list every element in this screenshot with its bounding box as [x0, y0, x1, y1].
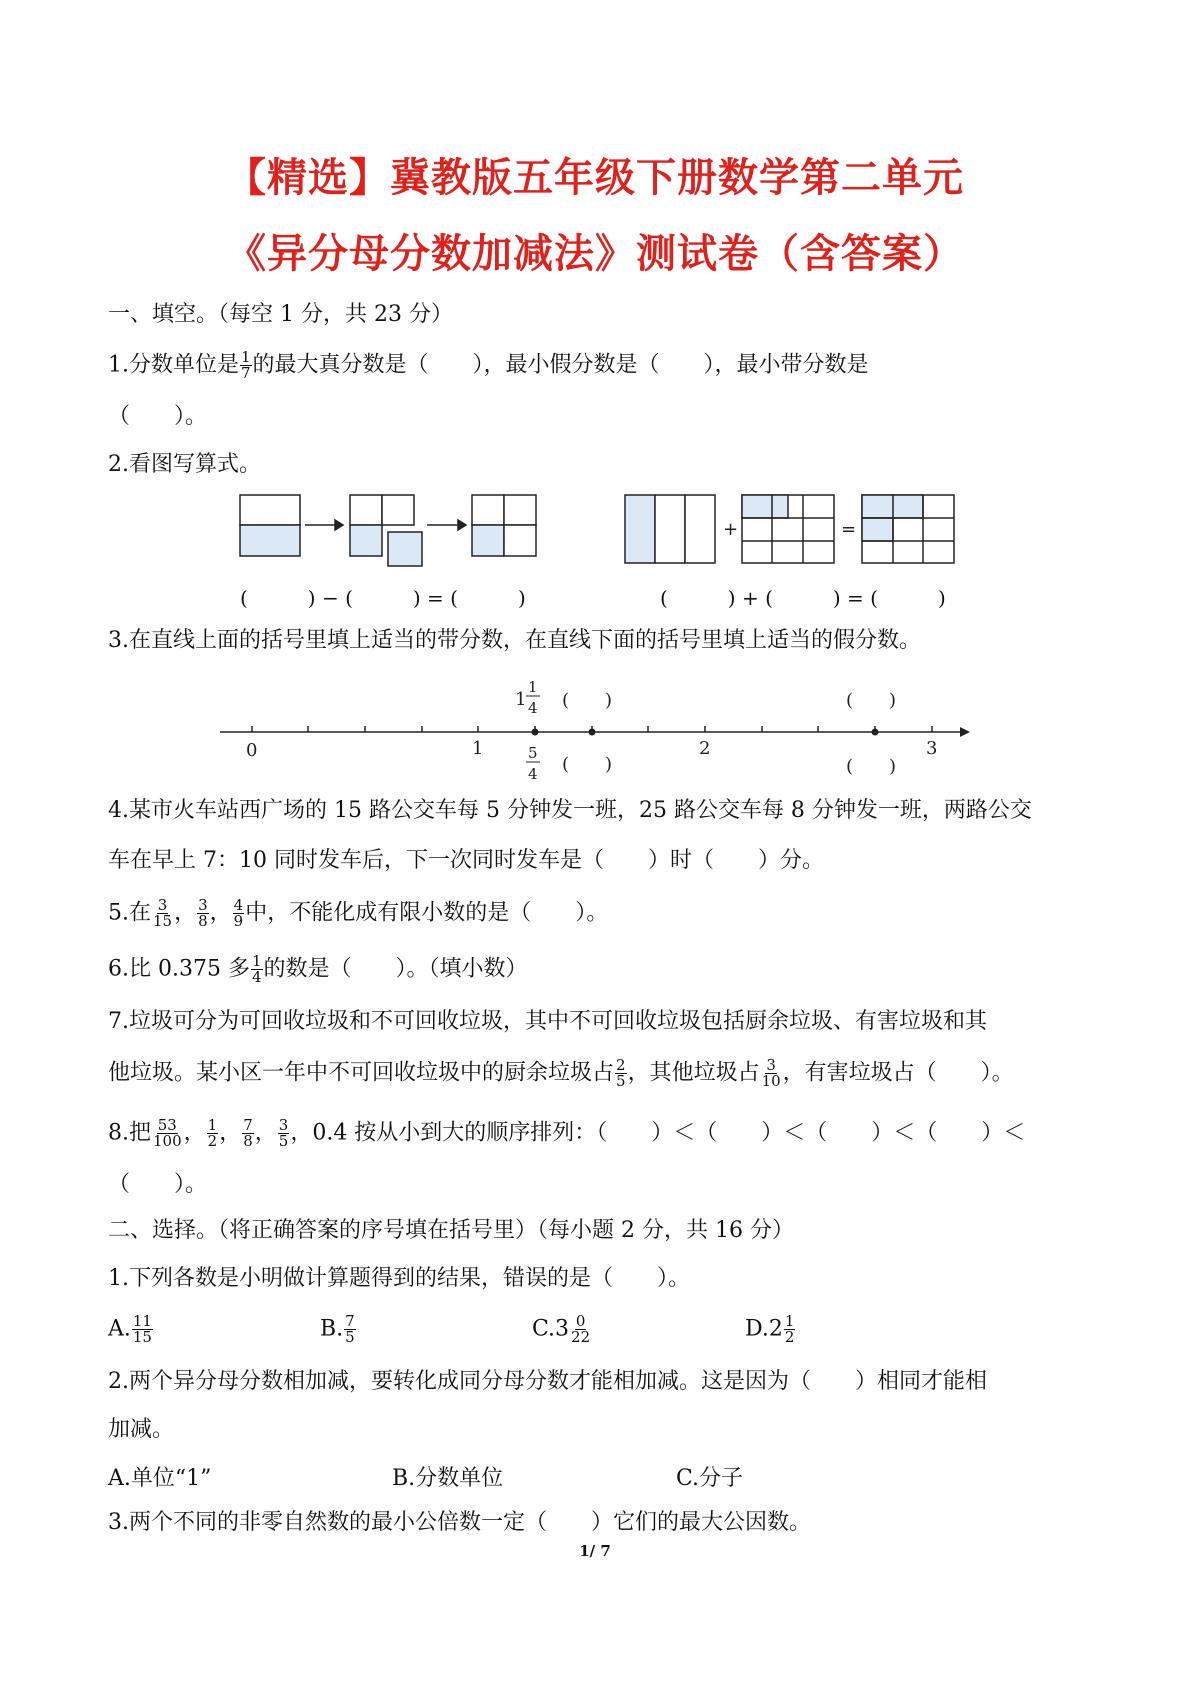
numerator: 7 — [345, 1312, 355, 1330]
tick-label-1: 1 — [472, 738, 484, 759]
fraction — [570, 1314, 591, 1345]
point-b — [589, 729, 596, 736]
point-a — [532, 729, 539, 736]
section2-heading: 二、选择。（将正确答案的序号填在括号里）（每小题 2 分，共 16 分） — [108, 1218, 794, 1243]
fraction — [784, 1314, 796, 1345]
numerator: 7 — [243, 1116, 253, 1134]
numerator: 1 — [251, 952, 262, 970]
mixed-num: 1 — [528, 678, 538, 696]
equals-sign: = — [841, 519, 857, 540]
q1-1 — [108, 350, 869, 381]
denominator: 9 — [233, 912, 244, 930]
numerator: 3 — [766, 1056, 776, 1074]
fraction — [761, 1058, 782, 1089]
denominator: 15 — [153, 912, 173, 930]
numerator: 3 — [198, 896, 208, 914]
fraction — [207, 1118, 219, 1149]
separator: ， — [219, 1120, 242, 1146]
fraction — [278, 1118, 290, 1149]
whole-part: 2 — [768, 1316, 783, 1342]
blank-below-1: ( ) — [562, 754, 613, 775]
q2-1-option-b[interactable] — [320, 1314, 357, 1345]
q2-right-expression: ( ) + ( ) = ( ) — [660, 586, 946, 610]
q2-1-option-c[interactable] — [532, 1314, 592, 1345]
q1-8-text-a: 8.把 — [108, 1120, 151, 1146]
denominator: 2 — [784, 1328, 795, 1346]
separator: ， — [209, 900, 232, 926]
numerator: 3 — [157, 896, 168, 914]
fraction — [344, 1314, 356, 1345]
numerator: 4 — [233, 896, 244, 914]
fraction — [152, 1118, 183, 1149]
denominator: 2 — [207, 1132, 218, 1150]
q1-5-text-b: 中，不能化成有限小数的是（ ）。 — [245, 900, 609, 926]
q1-4-line1: 4.某市火车站西广场的 15 路公交车每 5 分钟发一班，25 路公交车每 8 分钟发一班，两路公交 — [108, 798, 1032, 823]
improper-num: 5 — [528, 744, 538, 762]
q2-1-option-d[interactable] — [745, 1314, 796, 1345]
tick-label-2: 2 — [699, 738, 711, 759]
plus-sign: + — [723, 519, 739, 540]
q2-2-option-c[interactable]: C.分子 — [676, 1466, 744, 1491]
q2-left-expression: ( ) − ( ) = ( ) — [240, 586, 526, 610]
title-line-2: 《异分母分数加减法》测试卷（含答案） — [226, 230, 964, 277]
denominator: 100 — [153, 1132, 182, 1150]
q1-7-text-b: 他垃圾。某小区一年中不可回收垃圾中的厨余垃圾占 — [108, 1060, 615, 1086]
fraction — [251, 954, 263, 985]
right-figure — [625, 495, 954, 563]
mixed-whole: 1 — [515, 689, 527, 710]
q1-6-text-a: 6.比 0.375 多 — [108, 956, 250, 982]
option-label: D. — [745, 1316, 769, 1342]
q2-1: 1.下列各数是小明做计算题得到的结果，错误的是（ ）。 — [108, 1266, 690, 1291]
q1-2: 2.看图写算式。 — [108, 452, 261, 477]
tick-label-0: 0 — [246, 740, 258, 761]
denominator: 8 — [243, 1132, 253, 1150]
q2-2-line2: 加减。 — [108, 1417, 175, 1442]
improper-den: 4 — [528, 765, 538, 783]
q1-7-line2 — [108, 1058, 1014, 1089]
denominator: 7 — [241, 364, 251, 382]
q1-7-line1: 7.垃圾可分为可回收垃圾和不可回收垃圾，其中不可回收垃圾包括厨余垃圾、有害垃圾和其 — [108, 1009, 987, 1034]
fraction — [233, 898, 245, 929]
q1-1-text-a: 1.分数单位是 — [108, 352, 239, 378]
numerator: 2 — [616, 1056, 626, 1074]
option-label: A. — [108, 1316, 131, 1342]
denominator: 5 — [278, 1132, 289, 1150]
q2-figures — [230, 490, 970, 570]
numerator: 11 — [132, 1312, 152, 1330]
q1-1-continued: （ ）。 — [108, 404, 208, 429]
fraction — [242, 1118, 254, 1149]
fraction — [197, 898, 209, 929]
option-label: C. — [532, 1316, 556, 1342]
fraction — [152, 898, 173, 929]
separator: ， — [254, 1120, 277, 1146]
q2-1-option-a[interactable] — [108, 1314, 154, 1345]
point-c — [872, 729, 879, 736]
blank-above-2: ( ) — [846, 690, 897, 711]
q1-4-line2: 车在早上 7：10 同时发车后，下一次同时发车是（ ）时（ ）分。 — [108, 848, 824, 873]
q1-6-text-b: 的数是（ ）。（填小数） — [263, 956, 528, 982]
q1-8 — [108, 1118, 1025, 1149]
section1-heading: 一、填空。（每空 1 分，共 23 分） — [108, 302, 453, 327]
denominator: 5 — [345, 1328, 355, 1346]
denominator: 10 — [761, 1072, 781, 1090]
tick-label-3: 3 — [926, 738, 938, 759]
numerator: 1 — [241, 348, 251, 366]
separator: ， — [183, 1120, 206, 1146]
numerator: 1 — [207, 1116, 218, 1134]
denominator: 4 — [251, 968, 262, 986]
numerator: 53 — [157, 1116, 177, 1134]
q2-2-option-b[interactable]: B.分数单位 — [392, 1466, 504, 1491]
blank-below-2: ( ) — [846, 756, 897, 777]
q1-6 — [108, 954, 528, 985]
denominator: 5 — [616, 1072, 626, 1090]
whole-part: 3 — [555, 1316, 570, 1342]
numerator: 3 — [278, 1116, 289, 1134]
q2-3: 3.两个不同的非零自然数的最小公倍数一定（ ）它们的最大公因数。 — [108, 1510, 811, 1535]
number-line — [210, 668, 980, 788]
denominator: 22 — [571, 1328, 591, 1346]
denominator: 8 — [198, 912, 208, 930]
q1-5 — [108, 898, 608, 929]
fraction — [615, 1058, 627, 1089]
option-label: B. — [320, 1316, 344, 1342]
q1-5-text-a: 5.在 — [108, 900, 151, 926]
fraction — [240, 350, 252, 381]
numerator: 0 — [575, 1312, 586, 1330]
separator: ， — [174, 900, 197, 926]
left-figure — [240, 495, 536, 566]
q2-2-option-a[interactable]: A.单位“1” — [108, 1466, 212, 1491]
q1-8-continued: （ ）。 — [108, 1172, 208, 1197]
numerator: 1 — [784, 1312, 795, 1330]
page-number: 1/ 7 — [579, 1542, 611, 1560]
q1-7-text-c: ，其他垃圾占 — [627, 1060, 760, 1086]
q1-7-text-d: ，有害垃圾占（ ）。 — [782, 1060, 1014, 1086]
blank-above-1: ( ) — [562, 690, 613, 711]
mixed-den: 4 — [528, 699, 538, 717]
fraction — [132, 1314, 153, 1345]
title-line-1: 【精选】冀教版五年级下册数学第二单元 — [226, 154, 964, 201]
q2-2-line1: 2.两个异分母分数相加减，要转化成同分母分数才能相加减。这是因为（ ）相同才能相 — [108, 1369, 987, 1394]
q1-8-text-b: ，0.4 按从小到大的顺序排列：（ ）＜（ ）＜（ ）＜（ ）＜ — [290, 1120, 1026, 1146]
q1-1-text-b: 的最大真分数是（ ），最小假分数是（ ），最小带分数是 — [252, 352, 869, 378]
q1-3: 3.在直线上面的括号里填上适当的带分数，在直线下面的括号里填上适当的假分数。 — [108, 628, 921, 653]
denominator: 15 — [132, 1328, 152, 1346]
